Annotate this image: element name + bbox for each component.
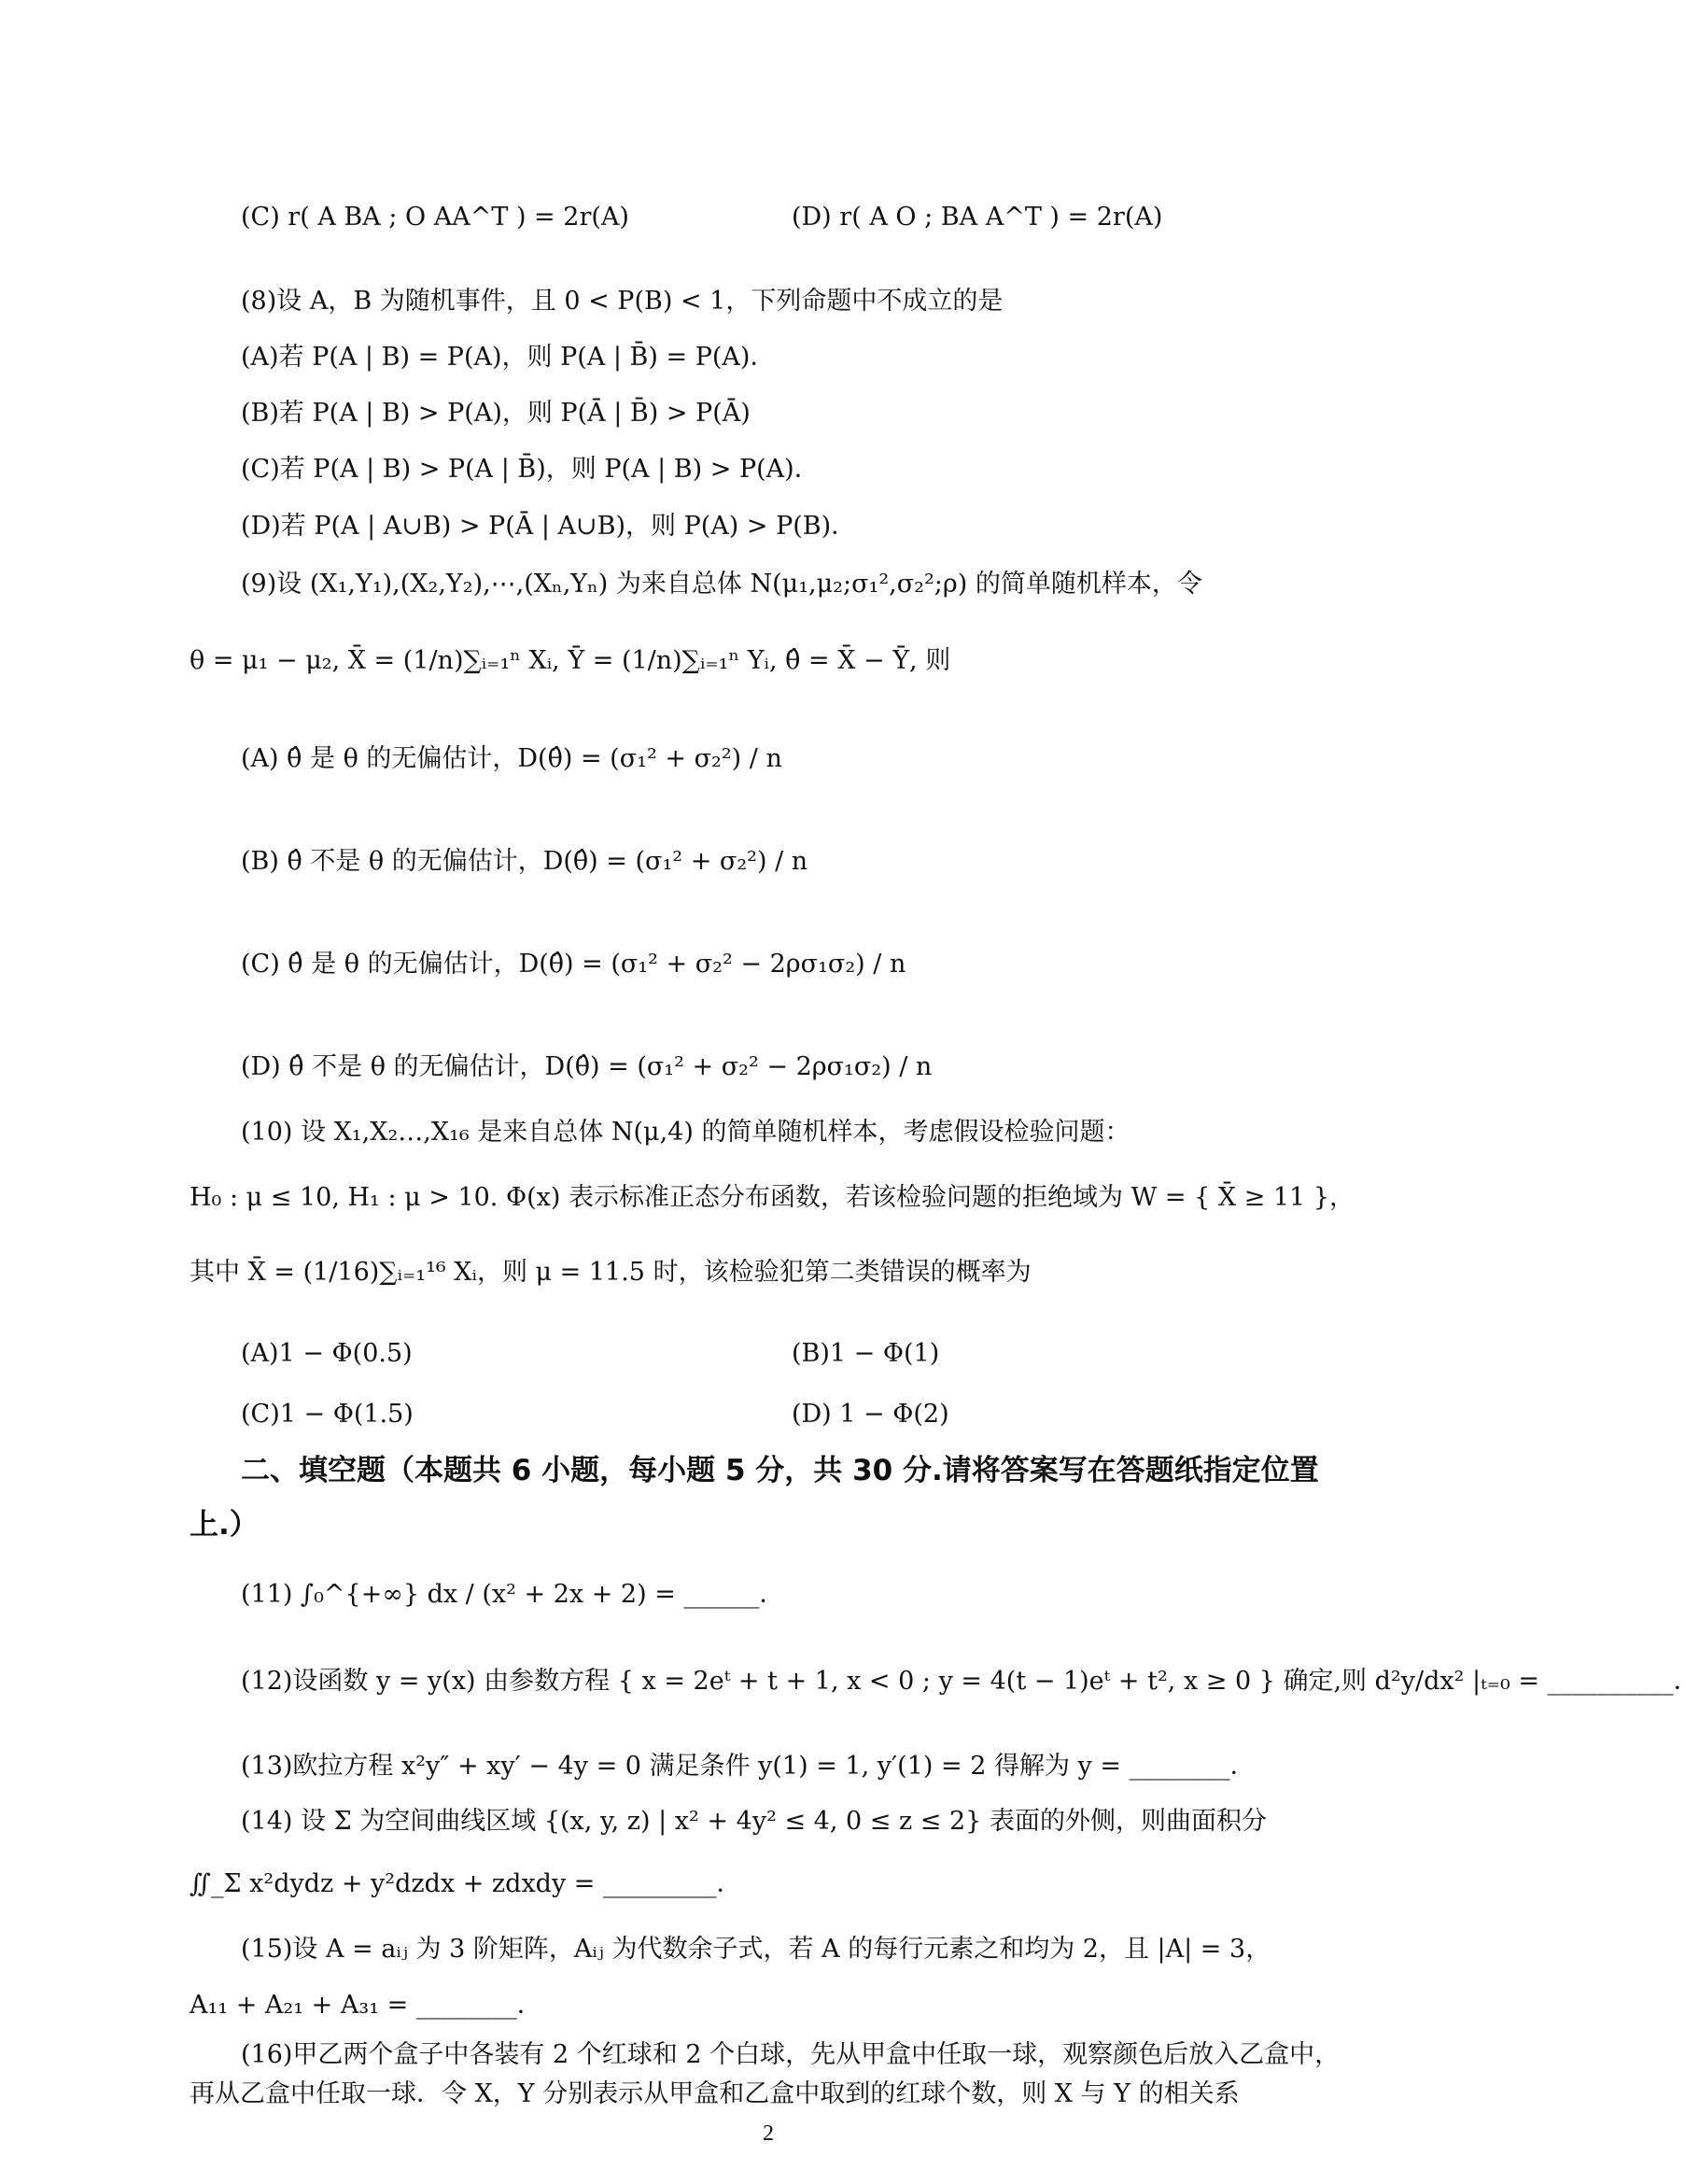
q13: (13)欧拉方程 x²y″ + xy′ − 4y = 0 满足条件 y(1) = 1, y′(1) = 2 得解为 y = ________． [241, 1752, 1256, 1781]
q9-option-d: (D) θ̂ 不是 θ 的无偏估计，D(θ̂) = (σ₁² + σ₂² − 2ρσ₁σ₂) / n [241, 1052, 933, 1081]
section-2-heading: 二、填空题（本题共 6 小题，每小题 5 分，共 30 分.请将答案写在答题纸指定位置 [241, 1454, 1319, 1487]
q10-option-d: (D) 1 − Φ(2) [792, 1400, 949, 1429]
q16-stem-cont: 再从乙盒中任取一球．令 X，Y 分别表示从甲盒和乙盒中取到的红球个数，则 X 与 Y 的相关系 [190, 2079, 1240, 2108]
q16-stem: (16)甲乙两个盒子中各装有 2 个红球和 2 个白球，先从甲盒中任取一球，观察颜色后放入乙盒中， [241, 2040, 1341, 2069]
q11: (11) ∫₀^{+∞} dx / (x² + 2x + 2) = ______． [241, 1580, 785, 1609]
q10-stem: (10) 设 X₁,X₂…,X₁₆ 是来自总体 N(μ,4) 的简单随机样本，考虑假设检验问题： [241, 1118, 1130, 1147]
q9-option-b: (B) θ̂ 不是 θ 的无偏估计，D(θ̂) = (σ₁² + σ₂²) / n [241, 847, 808, 876]
q9-stem: (9)设 (X₁,Y₁),(X₂,Y₂),⋯,(Xₙ,Yₙ) 为来自总体 N(μ₁,μ₂;σ₁²,σ₂²;ρ) 的简单随机样本，令 [241, 570, 1202, 599]
q8-stem: (8)设 A，B 为随机事件，且 0 < P(B) < 1，下列命题中不成立的是 [241, 287, 1004, 316]
q8-option-d: (D)若 P(A | A∪B) > P(Ā | A∪B)，则 P(A) > P(B)． [241, 512, 857, 541]
q10-option-c: (C)1 − Φ(1.5) [241, 1400, 414, 1429]
q7-option-d: (D) r( A O ; BA A^T ) = 2r(A) [792, 203, 1163, 232]
q10-option-b: (B)1 − Φ(1) [792, 1339, 940, 1368]
q10-option-a: (A)1 − Φ(0.5) [241, 1339, 413, 1368]
q8-option-a: (A)若 P(A | B) = P(A)，则 P(A | B̄) = P(A)． [241, 343, 776, 372]
section-2-heading-cont: 上.） [190, 1508, 259, 1542]
q8-option-c: (C)若 P(A | B) > P(A | B̄)，则 P(A | B) > P(A)． [241, 455, 820, 484]
q7-option-c: (C) r( A BA ; O AA^T ) = 2r(A) [241, 203, 629, 232]
q14-integral: ∬_Σ x²dydz + y²dzdx + zdxdy = _________． [190, 1869, 742, 1898]
q10-hypothesis: H₀ : μ ≤ 10, H₁ : μ > 10. Φ(x) 表示标准正态分布函数，若该检验问题的拒绝域为 W = { X̄ ≥ 11 }， [190, 1183, 1355, 1212]
q9-definitions: θ = μ₁ − μ₂, X̄ = (1/n)∑ᵢ₌₁ⁿ Xᵢ, Ȳ = (1/n)∑ᵢ₌₁ⁿ Yᵢ, θ̂ = X̄ − Ȳ, 则 [190, 646, 951, 675]
q9-option-c: (C) θ̂ 是 θ 的无偏估计，D(θ̂) = (σ₁² + σ₂² − 2ρσ₁σ₂) / n [241, 950, 906, 979]
q12: (12)设函数 y = y(x) 由参数方程 { x = 2eᵗ + t + 1, x < 0 ; y = 4(t − 1)eᵗ + t², x ≥ 0 } 确定,则 d²y/dx² |ₜ₌₀ = __________． [241, 1667, 1699, 1696]
q14-stem: (14) 设 Σ 为空间曲线区域 {(x, y, z) | x² + 4y² ≤ 4, 0 ≤ z ≤ 2} 表面的外侧，则曲面积分 [241, 1807, 1267, 1836]
page-number: 2 [763, 2121, 774, 2146]
q9-option-a: (A) θ̂ 是 θ 的无偏估计，D(θ̂) = (σ₁² + σ₂²) / n [241, 744, 782, 773]
q10-question: 其中 X̄ = (1/16)∑ᵢ₌₁¹⁶ Xᵢ，则 μ = 11.5 时，该检验犯第二类错误的概率为 [190, 1258, 1032, 1287]
q15-stem: (15)设 A = aᵢⱼ 为 3 阶矩阵，Aᵢⱼ 为代数余子式，若 A 的每行元素之和均为 2，且 |A| = 3， [241, 1935, 1271, 1964]
q8-option-b: (B)若 P(A | B) > P(A)，则 P(Ā | B̄) > P(Ā) [241, 399, 751, 428]
q15-answer: A₁₁ + A₂₁ + A₃₁ = ________． [190, 1991, 542, 2020]
